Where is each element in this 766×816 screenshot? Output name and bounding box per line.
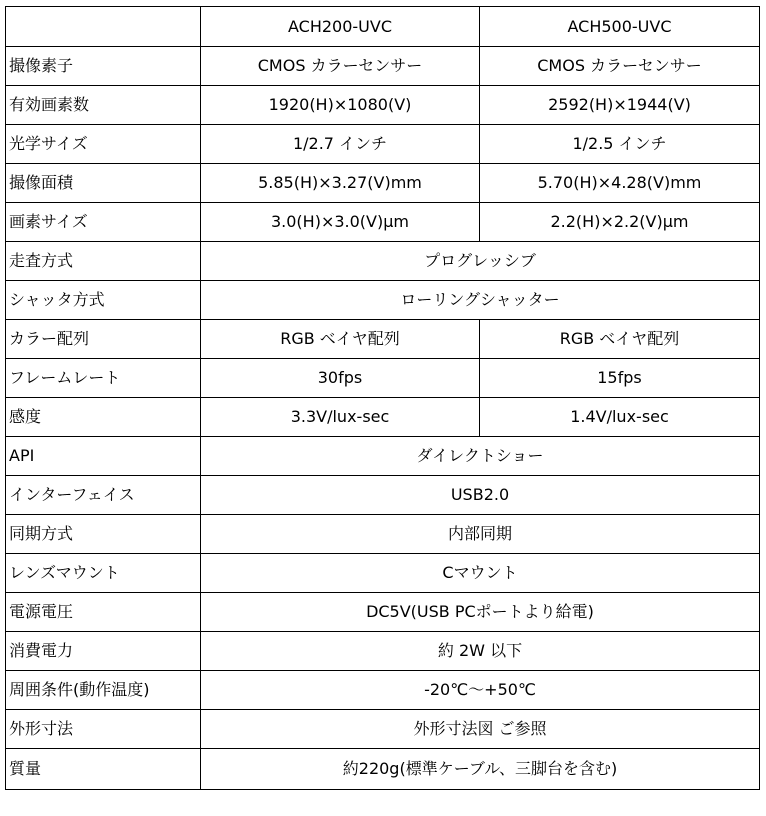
spec-label: 画素サイズ xyxy=(6,203,201,242)
spec-label: 同期方式 xyxy=(6,515,201,554)
spec-label: カラー配列 xyxy=(6,320,201,359)
spec-value: 内部同期 xyxy=(201,515,760,554)
spec-label: 電源電圧 xyxy=(6,593,201,632)
spec-label: 有効画素数 xyxy=(6,86,201,125)
spec-label: レンズマウント xyxy=(6,554,201,593)
spec-value-b: 1/2.5 インチ xyxy=(480,125,760,164)
spec-label: 感度 xyxy=(6,398,201,437)
spec-value: 約 2W 以下 xyxy=(201,632,760,671)
spec-row xyxy=(6,398,760,437)
spec-value-b: 2592(H)×1944(V) xyxy=(480,86,760,125)
spec-label: 周囲条件(動作温度) xyxy=(6,671,201,710)
spec-row xyxy=(6,203,760,242)
spec-value-b: 2.2(H)×2.2(V)μm xyxy=(480,203,760,242)
header-blank-cell xyxy=(6,7,201,47)
spec-label: 撮像面積 xyxy=(6,164,201,203)
spec-value-a: RGB ベイヤ配列 xyxy=(201,320,480,359)
spec-value-a: 1/2.7 インチ xyxy=(201,125,480,164)
spec-value-a: 3.3V/lux-sec xyxy=(201,398,480,437)
spec-value-b: CMOS カラーセンサー xyxy=(480,47,760,86)
spec-row xyxy=(6,593,760,632)
spec-row xyxy=(6,632,760,671)
spec-row xyxy=(6,710,760,749)
spec-row xyxy=(6,164,760,203)
header-model-a: ACH200-UVC xyxy=(201,7,480,47)
spec-row xyxy=(6,515,760,554)
spec-label: シャッタ方式 xyxy=(6,281,201,320)
spec-label: インターフェイス xyxy=(6,476,201,515)
spec-label: 外形寸法 xyxy=(6,710,201,749)
spec-value: プログレッシブ xyxy=(201,242,760,281)
spec-value-a: 5.85(H)×3.27(V)mm xyxy=(201,164,480,203)
spec-row xyxy=(6,47,760,86)
spec-label: 走査方式 xyxy=(6,242,201,281)
spec-value: ローリングシャッター xyxy=(201,281,760,320)
spec-value-b: 15fps xyxy=(480,359,760,398)
spec-value: ダイレクトショー xyxy=(201,437,760,476)
spec-row xyxy=(6,476,760,515)
spec-row xyxy=(6,437,760,476)
spec-value-a: 1920(H)×1080(V) xyxy=(201,86,480,125)
spec-label: 消費電力 xyxy=(6,632,201,671)
spec-row xyxy=(6,320,760,359)
spec-row xyxy=(6,281,760,320)
spec-label: 光学サイズ xyxy=(6,125,201,164)
spec-row xyxy=(6,671,760,710)
spec-row xyxy=(6,554,760,593)
spec-value: 約220g(標準ケーブル、三脚台を含む) xyxy=(201,749,760,790)
spec-value: DC5V(USB PCポートより給電) xyxy=(201,593,760,632)
spec-value: USB2.0 xyxy=(201,476,760,515)
spec-value: 外形寸法図 ご参照 xyxy=(201,710,760,749)
spec-value: Cマウント xyxy=(201,554,760,593)
spec-label: 撮像素子 xyxy=(6,47,201,86)
spec-value-a: 30fps xyxy=(201,359,480,398)
spec-row xyxy=(6,749,760,790)
spec-value-a: CMOS カラーセンサー xyxy=(201,47,480,86)
spec-value-b: RGB ベイヤ配列 xyxy=(480,320,760,359)
spec-label: フレームレート xyxy=(6,359,201,398)
spec-value-b: 1.4V/lux-sec xyxy=(480,398,760,437)
header-model-b: ACH500-UVC xyxy=(480,7,760,47)
spec-value-a: 3.0(H)×3.0(V)μm xyxy=(201,203,480,242)
spec-row xyxy=(6,86,760,125)
spec-value: -20℃～+50℃ xyxy=(201,671,760,710)
header-row xyxy=(6,7,760,47)
spec-row xyxy=(6,125,760,164)
spec-table xyxy=(5,6,760,790)
spec-row xyxy=(6,242,760,281)
spec-value-b: 5.70(H)×4.28(V)mm xyxy=(480,164,760,203)
spec-label: 質量 xyxy=(6,749,201,790)
spec-row xyxy=(6,359,760,398)
spec-label: API xyxy=(6,437,201,476)
